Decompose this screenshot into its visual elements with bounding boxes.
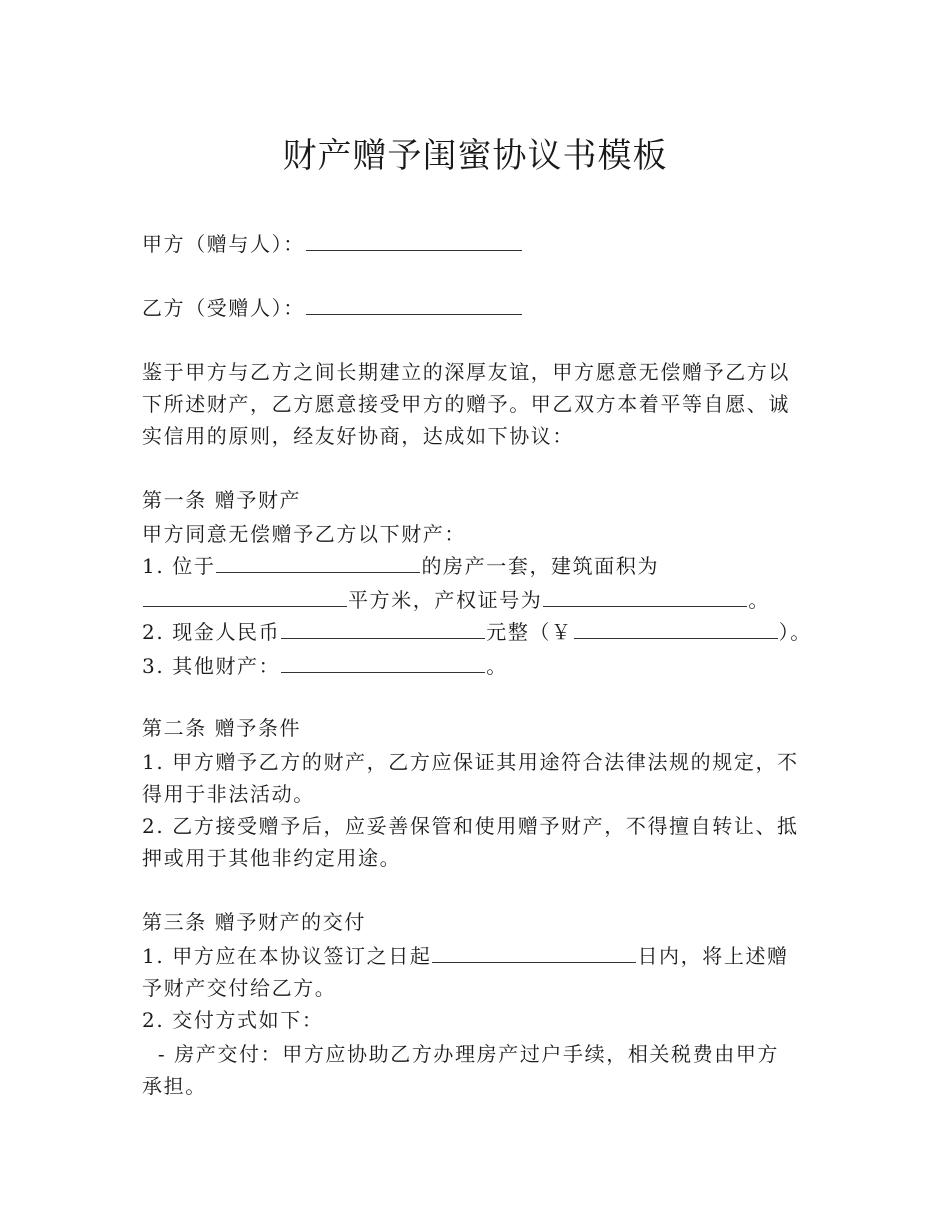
article1-heading: 第一条 赠予财产 — [142, 488, 302, 512]
article3-heading: 第三条 赠予财产的交付 — [142, 910, 366, 934]
location-blank[interactable] — [216, 552, 420, 573]
party-b-blank[interactable] — [306, 294, 522, 315]
article2-item2-line2: 押或用于其他非约定用途。 — [142, 846, 402, 870]
party-b-line — [142, 292, 523, 324]
preamble-line-3: 实信用的原则，经友好协商，达成如下协议： — [142, 424, 574, 448]
cash-words-blank[interactable] — [281, 618, 485, 639]
preamble-line-1: 鉴于甲方与乙方之间长期建立的深厚友谊，甲方愿意无偿赠予乙方以 — [142, 360, 790, 384]
item2-yuan-label: 元整（￥ — [486, 620, 573, 644]
item1-cert-label: 平方米，产权证号为 — [348, 588, 543, 612]
item1-location-label: 1. 位于 — [142, 554, 216, 578]
article3-item1-line2: 予财产交付给乙方。 — [142, 976, 337, 1000]
article2-item1-line1: 1. 甲方赠予乙方的财产，乙方应保证其用途符合法律法规的规定，不 — [142, 750, 799, 774]
area-blank[interactable] — [143, 586, 347, 607]
article2-heading: 第二条 赠予条件 — [142, 716, 302, 740]
article3-sub1-line1: - 房产交付：甲方应协助乙方办理房产过户手续，相关税费由甲方 — [142, 1042, 780, 1066]
article1-item2 — [142, 616, 812, 648]
item1-area-label: 的房产一套，建筑面积为 — [421, 554, 660, 578]
item1-end: 。 — [748, 588, 771, 612]
other-property-blank[interactable] — [281, 652, 485, 673]
article1-item1-line2 — [142, 584, 770, 616]
article1-item1-line1 — [142, 550, 659, 582]
article2-item2-line1: 2. 乙方接受赠予后，应妥善保管和使用赠予财产，不得擅自转让、抵 — [142, 814, 799, 838]
party-a-blank[interactable] — [306, 230, 522, 251]
item3-label: 3. 其他财产： — [142, 654, 281, 678]
party-a-label: 甲方（赠与人）： — [142, 232, 305, 256]
article1-intro: 甲方同意无偿赠予乙方以下财产： — [142, 522, 466, 546]
item3-end: 。 — [486, 654, 508, 678]
article2-item1-line2: 得用于非法活动。 — [142, 782, 315, 806]
delivery-days-suffix: 日内，将上述赠 — [637, 944, 789, 968]
article3-sub1-line2: 承担。 — [142, 1074, 207, 1098]
party-b-label: 乙方（受赠人）： — [142, 296, 305, 320]
preamble-line-2: 下所述财产，乙方愿意接受甲方的赠予。甲乙双方本着平等自愿、诚 — [142, 392, 790, 416]
party-a-line — [142, 228, 523, 260]
delivery-days-blank[interactable] — [432, 942, 636, 963]
cash-amount-blank[interactable] — [574, 618, 778, 639]
article1-item3 — [142, 650, 508, 682]
document-title: 财产赠予闺蜜协议书模板 — [282, 136, 668, 176]
item2-cash-label: 2. 现金人民币 — [142, 620, 281, 644]
delivery-days-label: 1. 甲方应在本协议签订之日起 — [142, 944, 432, 968]
article3-item2: 2. 交付方式如下： — [142, 1008, 324, 1032]
article3-item1-line1 — [142, 940, 789, 972]
cert-number-blank[interactable] — [543, 586, 747, 607]
item2-end: ）。 — [778, 620, 812, 644]
